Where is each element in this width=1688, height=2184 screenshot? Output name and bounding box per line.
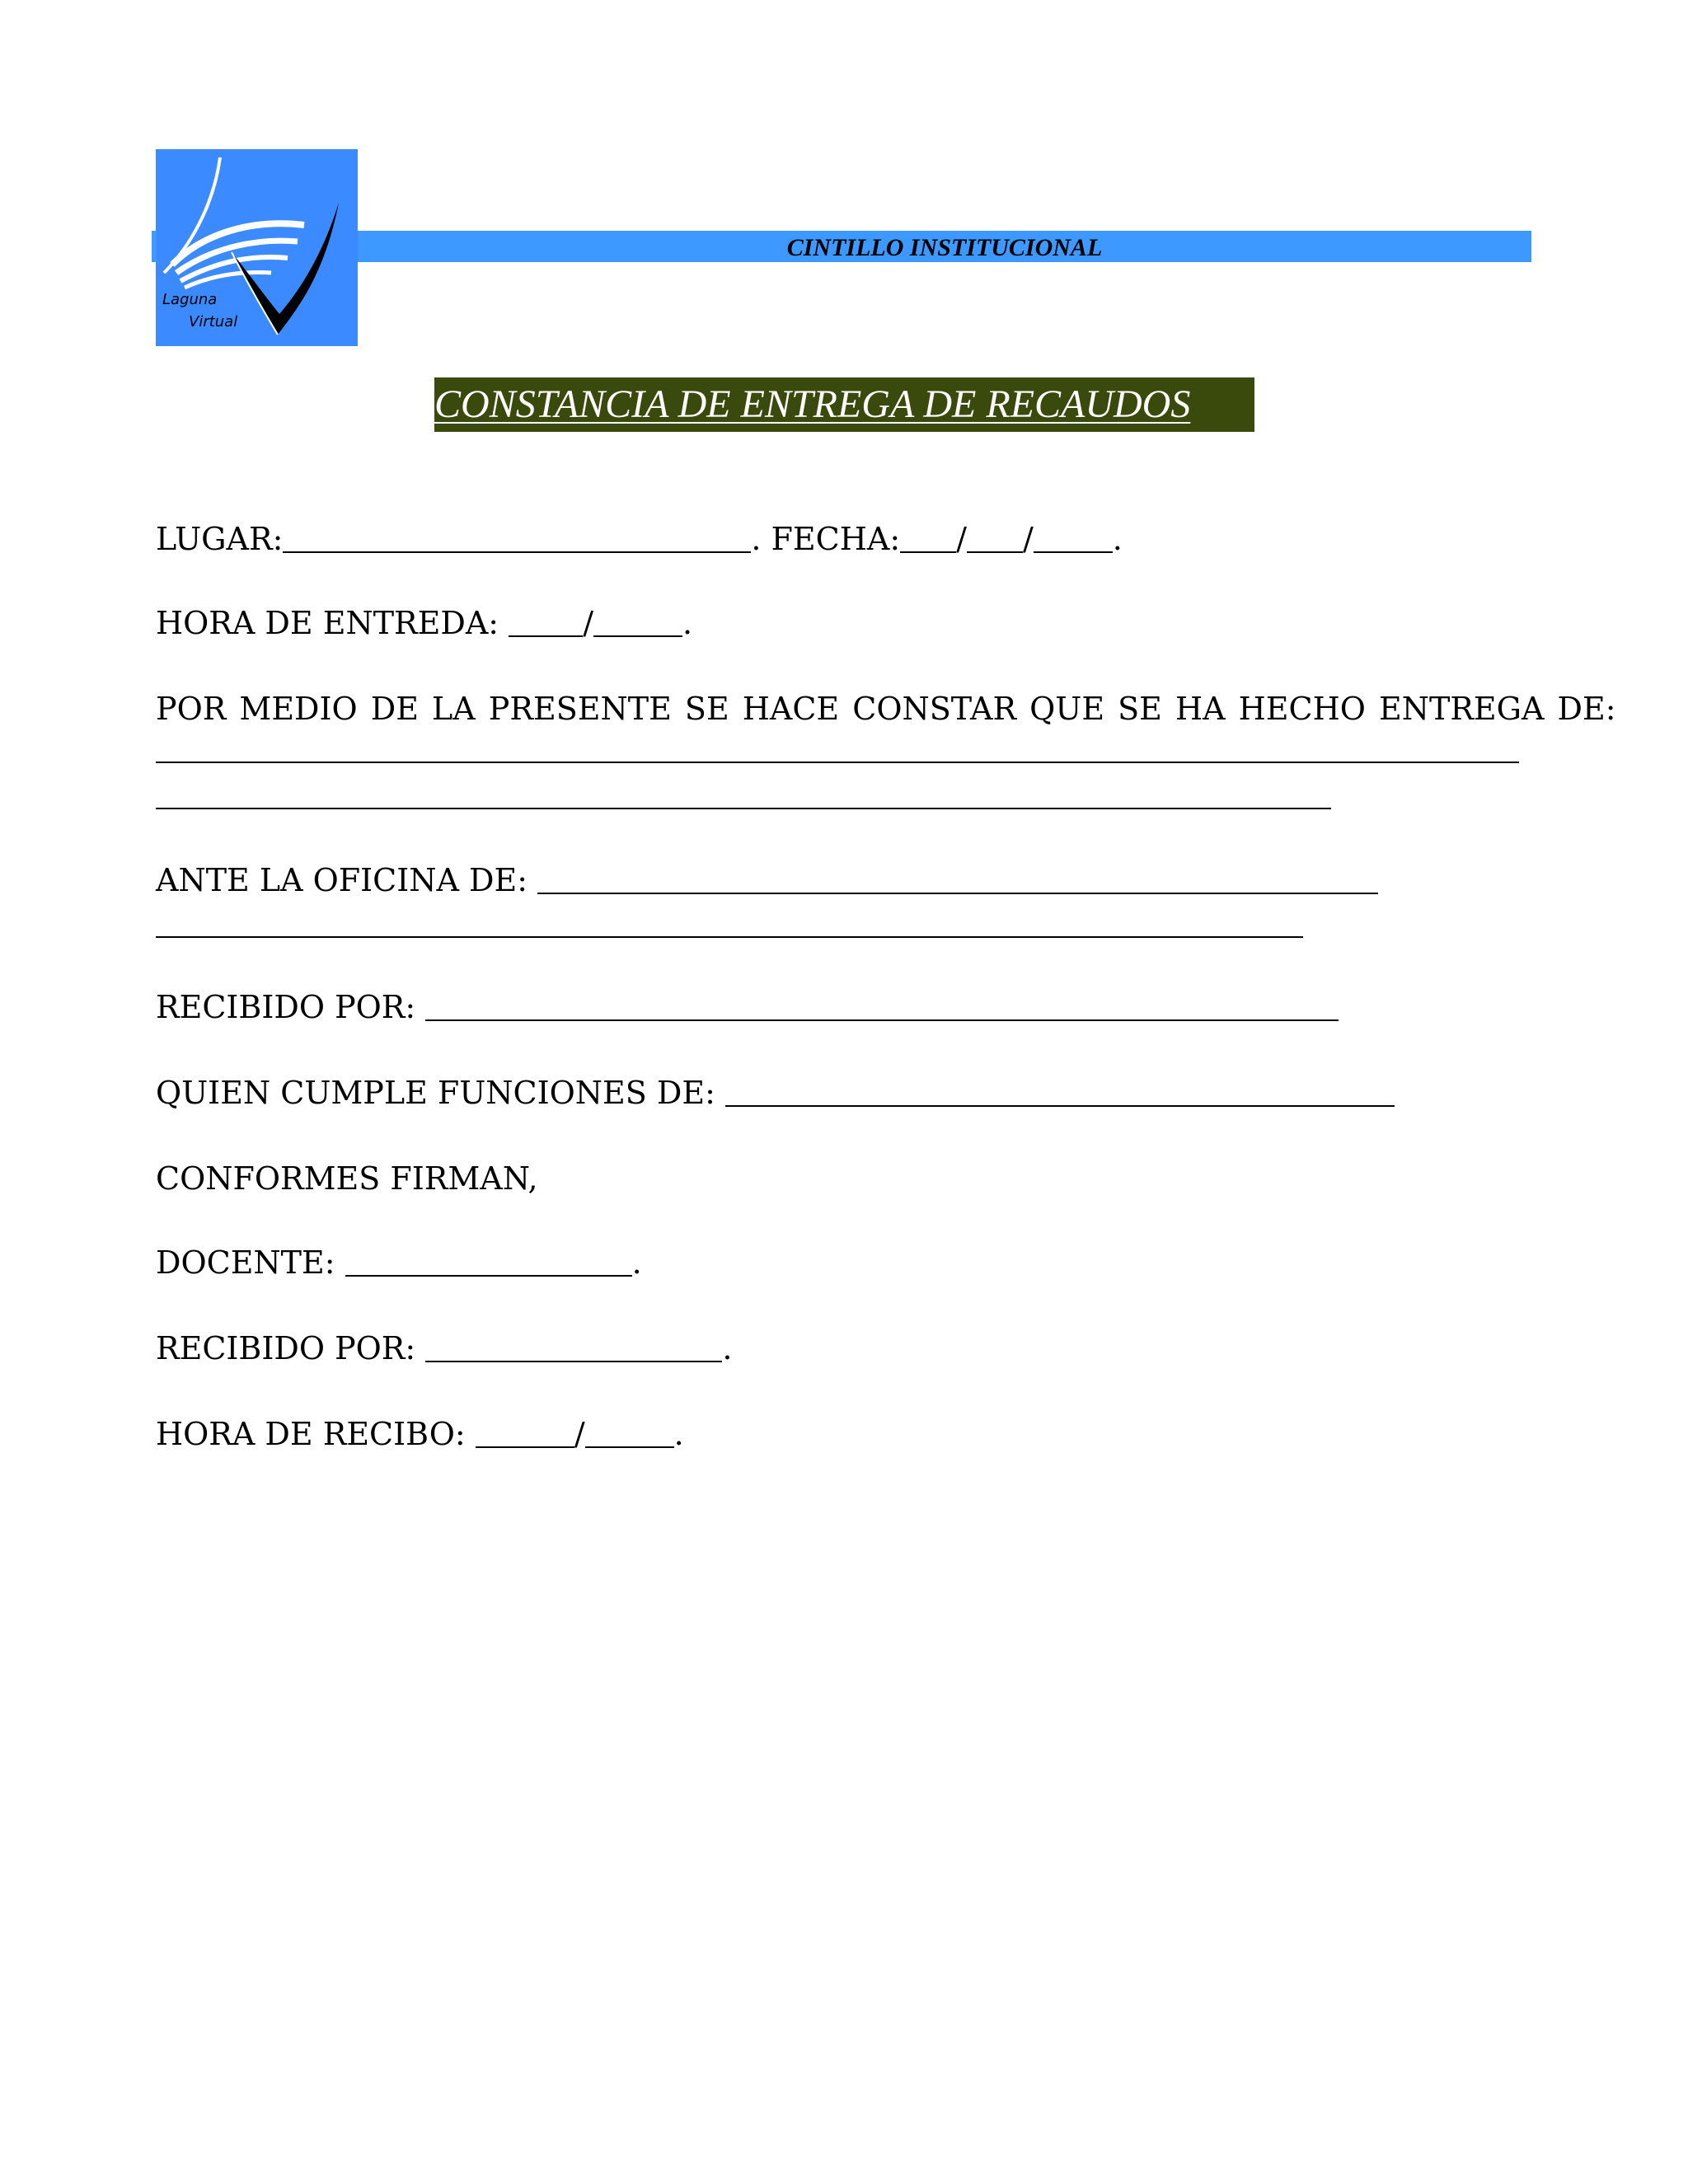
fecha-slash-2: / bbox=[1022, 521, 1034, 557]
quien-cumple-line bbox=[156, 1073, 1395, 1113]
recibido-por-field[interactable] bbox=[425, 991, 1339, 1021]
hora-entreda-minute-field[interactable] bbox=[593, 607, 682, 637]
hora-entreda-dot: . bbox=[682, 605, 693, 641]
lugar-field[interactable] bbox=[283, 523, 751, 553]
fecha-year-field[interactable] bbox=[1034, 523, 1113, 553]
quien-cumple-label: QUIEN CUMPLE FUNCIONES DE: bbox=[156, 1075, 715, 1111]
document-title: CONSTANCIA DE ENTREGA DE RECAUDOS bbox=[434, 377, 1254, 432]
hora-entreda-hour-field[interactable] bbox=[509, 607, 583, 637]
hora-recibo-slash: / bbox=[574, 1416, 585, 1452]
recibido-por-2-dot: . bbox=[722, 1330, 733, 1366]
por-medio-line: POR MEDIO DE LA PRESENTE SE HACE CONSTAR QUE SE HA HECHO ENTREGA DE: bbox=[156, 691, 1616, 727]
recibido-por-2-field[interactable] bbox=[425, 1333, 722, 1362]
fecha-day-field[interactable] bbox=[900, 523, 956, 553]
docente-label: DOCENTE: bbox=[156, 1244, 335, 1281]
institution-logo bbox=[156, 149, 358, 346]
fecha-slash-1: / bbox=[956, 521, 967, 557]
cintillo-institucional: CINTILLO INSTITUCIONAL bbox=[358, 231, 1531, 262]
header-band-left bbox=[152, 231, 157, 262]
fecha-label: . FECHA: bbox=[751, 521, 901, 557]
recibido-por-line bbox=[156, 987, 1339, 1027]
fecha-dot: . bbox=[1112, 521, 1123, 557]
laguna-virtual-logo-icon bbox=[156, 149, 358, 346]
logo-text-1: Laguna bbox=[162, 291, 218, 308]
docente-line bbox=[156, 1243, 642, 1282]
ante-oficina-label: ANTE LA OFICINA DE: bbox=[156, 862, 528, 898]
docente-dot: . bbox=[631, 1244, 642, 1281]
hora-recibo-minute-field[interactable] bbox=[585, 1418, 674, 1448]
recibido-por-2-line bbox=[156, 1329, 732, 1368]
hora-entreda-slash: / bbox=[583, 605, 594, 641]
hora-entreda-line bbox=[156, 603, 692, 643]
entrega-field-line-2[interactable] bbox=[156, 808, 1331, 809]
hora-recibo-hour-field[interactable] bbox=[476, 1418, 574, 1448]
lugar-label: LUGAR: bbox=[156, 521, 284, 557]
hora-recibo-dot: . bbox=[673, 1416, 684, 1452]
hora-recibo-label: HORA DE RECIBO: bbox=[156, 1416, 466, 1452]
recibido-por-2-label: RECIBIDO POR: bbox=[156, 1330, 416, 1366]
logo-text-2: Virtual bbox=[189, 313, 238, 330]
recibido-por-label: RECIBIDO POR: bbox=[156, 989, 416, 1025]
hora-entreda-label: HORA DE ENTREDA: bbox=[156, 605, 499, 641]
lugar-fecha-line bbox=[156, 519, 1123, 559]
fecha-month-field[interactable] bbox=[967, 523, 1023, 553]
quien-cumple-field[interactable] bbox=[725, 1077, 1395, 1107]
ante-oficina-field[interactable] bbox=[537, 865, 1378, 894]
docente-field[interactable] bbox=[345, 1247, 632, 1277]
conformes-firman: CONFORMES FIRMAN, bbox=[156, 1160, 538, 1197]
hora-recibo-line bbox=[156, 1414, 684, 1454]
ante-oficina-line bbox=[156, 860, 1378, 900]
ante-oficina-field-line-2[interactable] bbox=[156, 936, 1303, 938]
entrega-field-line-1[interactable] bbox=[156, 762, 1519, 763]
